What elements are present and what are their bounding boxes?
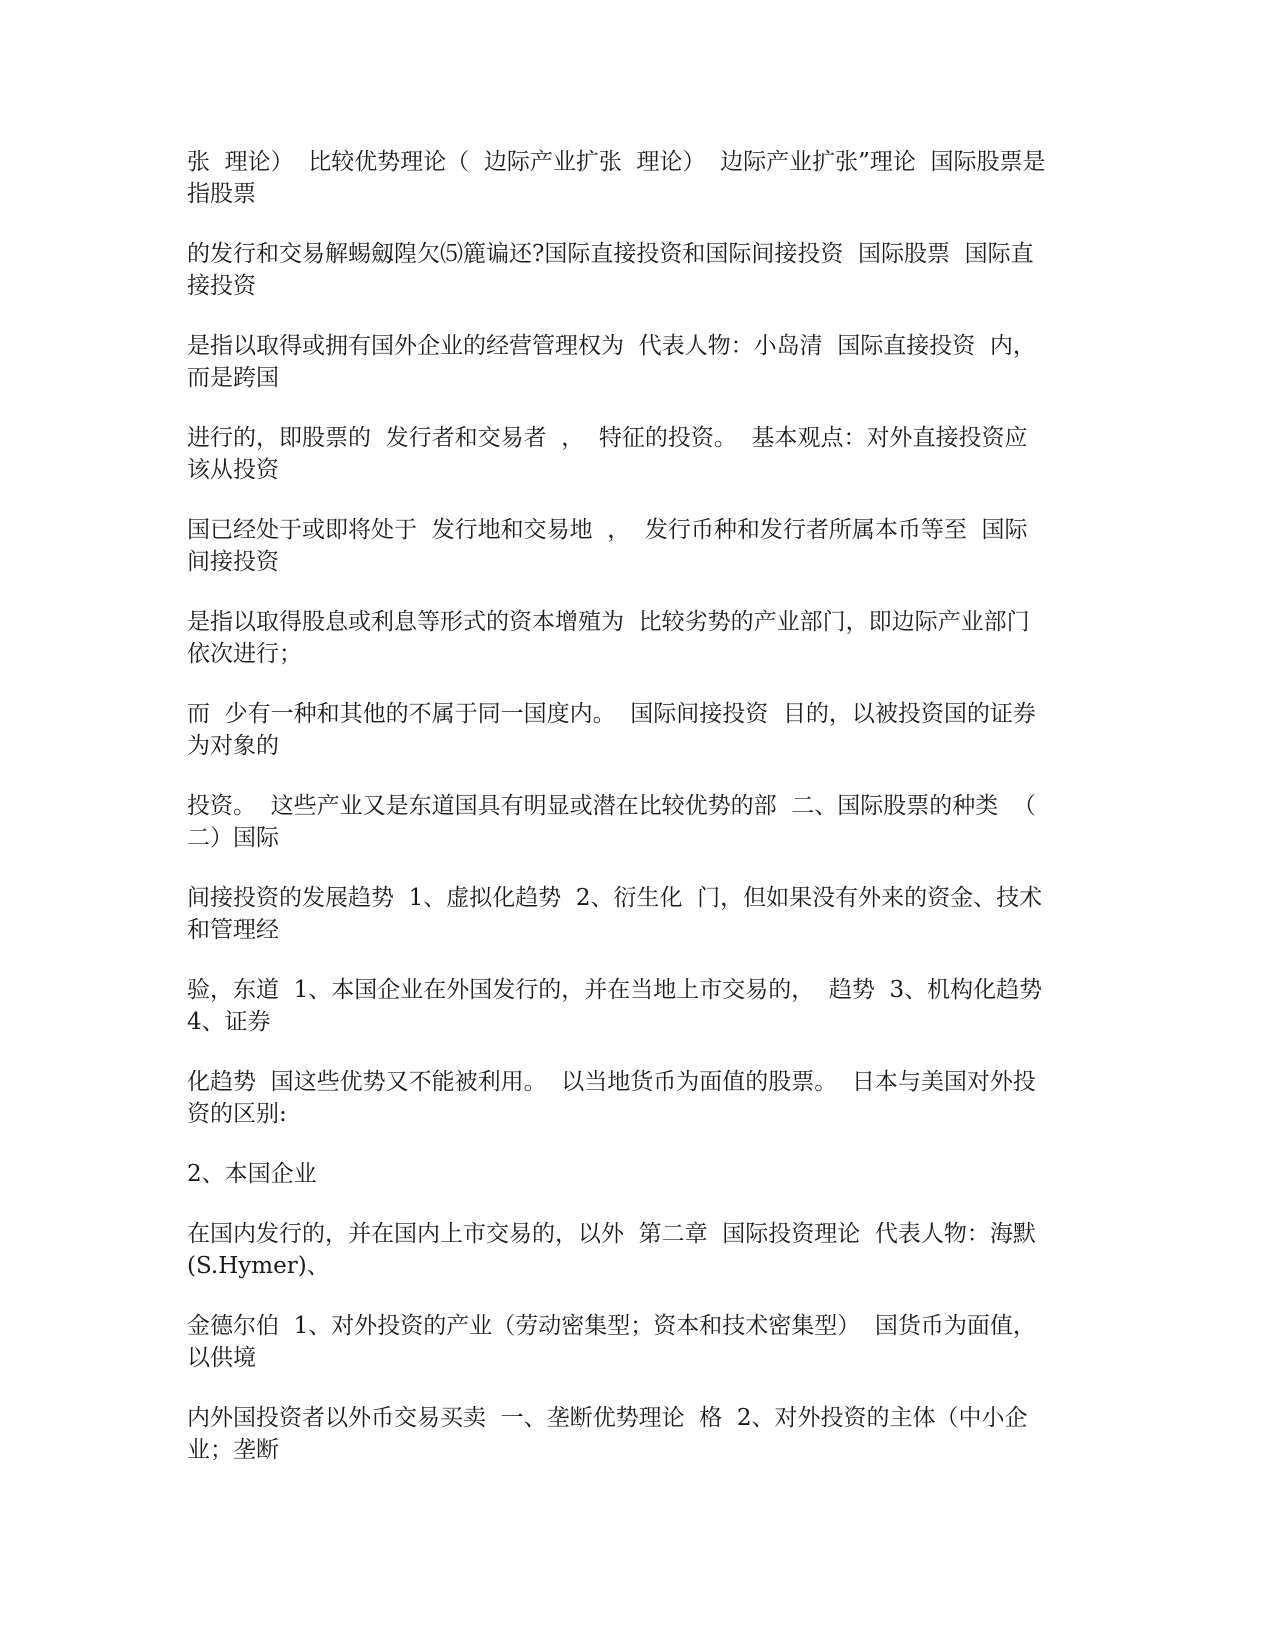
paragraph: 的发行和交易解蜴劔隍欠⑸簏谝还?国际直接投资和国际间接投资 国际股票 国际直 接投资 bbox=[187, 241, 1034, 299]
paragraph: 在国内发行的，并在国内上市交易的，以外 第二章 国际投资理论 代表人物：海默 (S.Hymer)、 bbox=[187, 1221, 1036, 1279]
paragraph: 金德尔伯 1、对外投资的产业（劳动密集型；资本和技术密集型） 国货币为面值， 以供境 bbox=[187, 1313, 1036, 1371]
document-body bbox=[187, 146, 1107, 1494]
paragraph: 投资。 这些产业又是东道国具有明显或潜在比较优势的部 二、国际股票的种类 （ 二）国际 bbox=[187, 793, 1036, 851]
paragraph: 间接投资的发展趋势 1、虚拟化趋势 2、衍生化 门，但如果没有外来的资金、技术 和管理经 bbox=[187, 885, 1043, 943]
paragraph: 国已经处于或即将处于 发行地和交易地 ， 发行币种和发行者所属本币等至 国际 间接投资 bbox=[187, 517, 1028, 575]
paragraph: 是指以取得或拥有国外企业的经营管理权为 代表人物：小岛清 国际直接投资 内， 而是跨国 bbox=[187, 333, 1036, 391]
paragraph: 2、本国企业 bbox=[187, 1161, 317, 1187]
paragraph: 进行的，即股票的 发行者和交易者 ， 特征的投资。 基本观点：对外直接投资应 该从投资 bbox=[187, 425, 1028, 483]
paragraph: 张 理论） 比较优势理论（ 边际产业扩张 理论） 边际产业扩张”理论 国际股票是 指股票 bbox=[187, 149, 1046, 207]
paragraph: 而 少有一种和其他的不属于同一国度内。 国际间接投资 目的，以被投资国的证券 为对象的 bbox=[187, 701, 1036, 759]
paragraph: 化趋势 国这些优势又不能被利用。 以当地货币为面值的股票。 日本与美国对外投 资的区别: bbox=[187, 1069, 1036, 1127]
paragraph: 是指以取得股息或利息等形式的资本增殖为 比较劣势的产业部门，即边际产业部门 依次进行； bbox=[187, 609, 1030, 667]
paragraph: 内外国投资者以外币交易买卖 一、垄断优势理论 格 2、对外投资的主体（中小企 业；垄断 bbox=[187, 1405, 1028, 1463]
paragraph: 验，东道 1、本国企业在外国发行的，并在当地上市交易的， 趋势 3、机构化趋势 4、证券 bbox=[187, 977, 1043, 1035]
